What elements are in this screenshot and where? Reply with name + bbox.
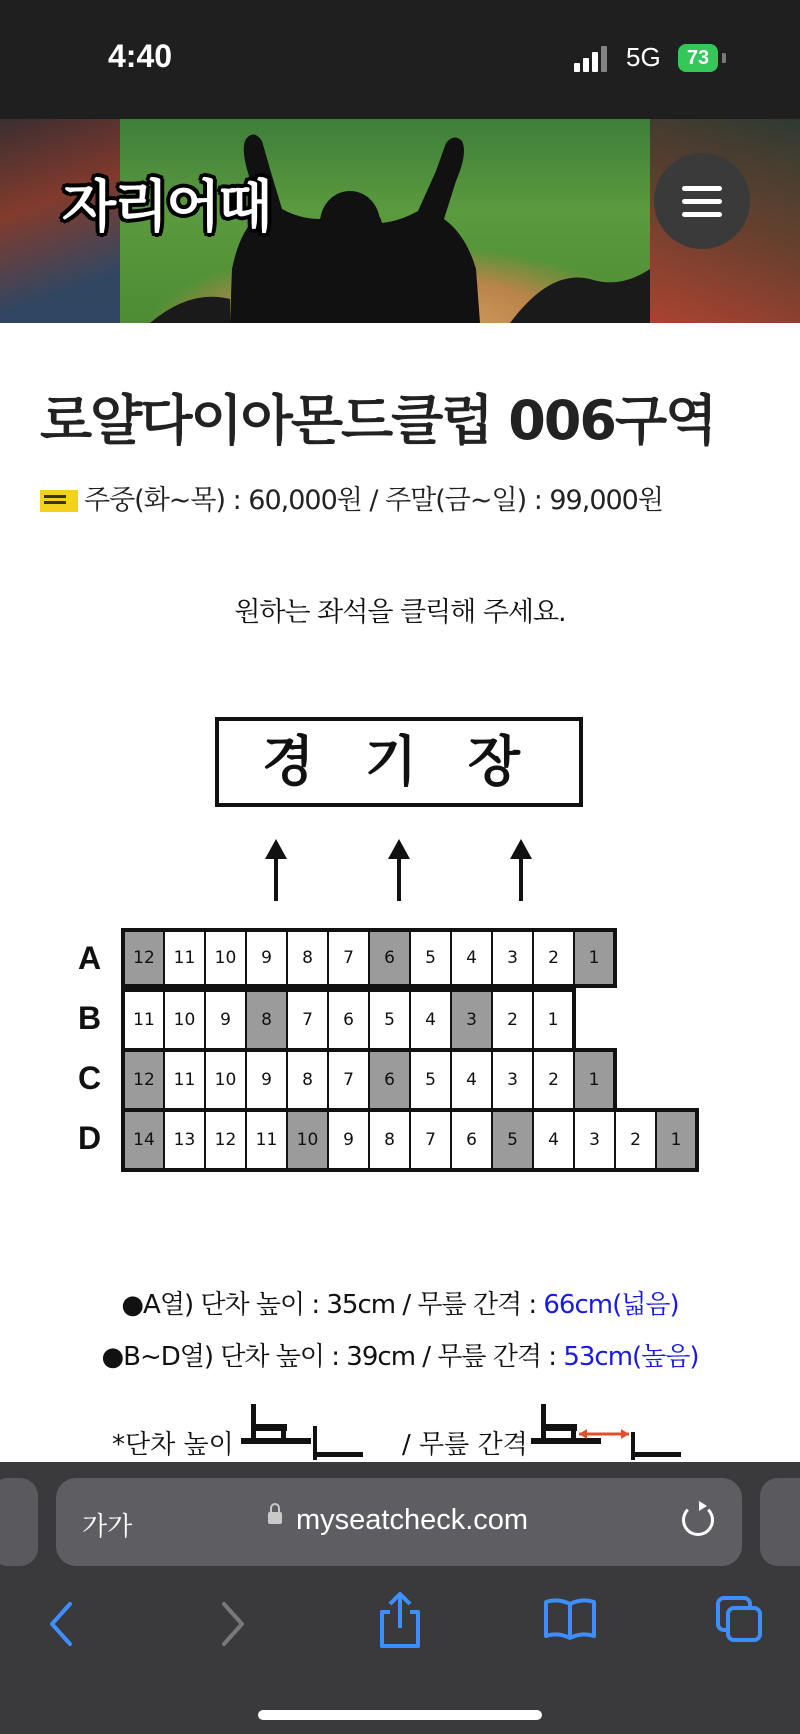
seat-c-3[interactable]: 3: [492, 1050, 533, 1110]
seat-a-4[interactable]: 4: [451, 930, 492, 986]
seat-b-9[interactable]: 9: [205, 990, 246, 1050]
seat-b-3[interactable]: 3: [451, 990, 492, 1050]
seat-b-2[interactable]: 2: [492, 990, 533, 1050]
seat-row: [121, 1108, 699, 1172]
network-type: 5G: [626, 42, 661, 72]
seat-row: [121, 928, 617, 988]
chair-knee-icon: [527, 1398, 697, 1460]
seat-row: [121, 988, 576, 1052]
address-bar[interactable]: [56, 1478, 742, 1566]
battery-nub: [722, 53, 726, 63]
row-a-knee-value: 66cm(넓음): [543, 1290, 679, 1320]
row-bd-info: ●B~D열) 단차 높이 : 39cm / 무릎 간격 : 53cm(높음): [101, 1342, 699, 1372]
row-a-info: ●A열) 단차 높이 : 35cm / 무릎 간격 : 66cm(넓음): [121, 1290, 679, 1320]
seat-b-6[interactable]: 6: [328, 990, 369, 1050]
seat-c-10[interactable]: 10: [205, 1050, 246, 1110]
seat-d-6[interactable]: 6: [451, 1110, 492, 1170]
url-text[interactable]: myseatcheck.com: [296, 1504, 529, 1536]
arrow-up-icon: [397, 843, 401, 901]
lock-icon: [268, 1512, 282, 1524]
browser-nav-bar: [0, 1572, 800, 1734]
seat-b-1[interactable]: 1: [533, 990, 574, 1050]
row-label-d: D: [78, 1120, 102, 1156]
tabs-icon[interactable]: [714, 1594, 764, 1644]
previous-tab-preview[interactable]: [0, 1478, 38, 1566]
seat-c-6[interactable]: 6: [369, 1050, 410, 1110]
page-title: 로얄다이아몬드클럽 006구역: [40, 389, 716, 452]
bookmarks-icon[interactable]: [542, 1596, 598, 1642]
row-label-c: C: [78, 1060, 102, 1096]
menu-icon: [682, 186, 722, 191]
seat-b-10[interactable]: 10: [164, 990, 205, 1050]
diagram-knee-label: / 무릎 간격: [402, 1430, 528, 1460]
seat-a-12[interactable]: 12: [123, 930, 164, 986]
seat-d-14[interactable]: 14: [123, 1110, 164, 1170]
seat-d-9[interactable]: 9: [328, 1110, 369, 1170]
arrow-up-icon: [274, 843, 278, 901]
row-label-b: B: [78, 1000, 102, 1036]
seat-d-3[interactable]: 3: [574, 1110, 615, 1170]
seat-a-9[interactable]: 9: [246, 930, 287, 986]
battery-icon: 73: [678, 44, 718, 72]
seat-c-2[interactable]: 2: [533, 1050, 574, 1110]
seat-c-9[interactable]: 9: [246, 1050, 287, 1110]
chair-step-icon: [237, 1398, 387, 1460]
header-banner: [0, 119, 800, 323]
forward-icon[interactable]: [214, 1598, 250, 1650]
row-label-a: A: [78, 940, 102, 976]
seat-c-1[interactable]: 1: [574, 1050, 615, 1110]
home-indicator: [258, 1710, 542, 1720]
seat-d-1[interactable]: 1: [656, 1110, 697, 1170]
seat-d-13[interactable]: 13: [164, 1110, 205, 1170]
seat-c-12[interactable]: 12: [123, 1050, 164, 1110]
price-text: 주중(화~목) : 60,000원 / 주말(금~일) : 99,000원: [84, 485, 663, 516]
seat-a-7[interactable]: 7: [328, 930, 369, 986]
seat-row: [121, 1048, 617, 1112]
seat-c-7[interactable]: 7: [328, 1050, 369, 1110]
seat-b-5[interactable]: 5: [369, 990, 410, 1050]
seat-d-5[interactable]: 5: [492, 1110, 533, 1170]
row-bd-knee-value: 53cm(높음): [563, 1342, 699, 1372]
seat-a-1[interactable]: 1: [574, 930, 615, 986]
seat-a-5[interactable]: 5: [410, 930, 451, 986]
seat-c-4[interactable]: 4: [451, 1050, 492, 1110]
stage-label: 경 기 장: [215, 717, 583, 807]
arrow-up-icon: [519, 843, 523, 901]
seat-a-11[interactable]: 11: [164, 930, 205, 986]
seat-b-4[interactable]: 4: [410, 990, 451, 1050]
seat-d-8[interactable]: 8: [369, 1110, 410, 1170]
seat-b-11[interactable]: 11: [123, 990, 164, 1050]
seat-diagram: [112, 1394, 712, 1460]
next-tab-preview[interactable]: [760, 1478, 800, 1566]
seat-b-7[interactable]: 7: [287, 990, 328, 1050]
seat-d-2[interactable]: 2: [615, 1110, 656, 1170]
signal-icon: [574, 46, 608, 72]
text-size-button[interactable]: 가가: [82, 1512, 133, 1542]
seat-a-8[interactable]: 8: [287, 930, 328, 986]
seat-d-11[interactable]: 11: [246, 1110, 287, 1170]
seat-c-8[interactable]: 8: [287, 1050, 328, 1110]
seat-a-3[interactable]: 3: [492, 930, 533, 986]
diagram-step-label: *단차 높이: [112, 1430, 234, 1460]
ticket-icon: [40, 490, 78, 512]
seat-d-12[interactable]: 12: [205, 1110, 246, 1170]
reload-icon[interactable]: [682, 1504, 714, 1536]
share-icon[interactable]: [376, 1590, 424, 1650]
seat-b-8[interactable]: 8: [246, 990, 287, 1050]
status-bar: [0, 0, 800, 119]
seat-d-4[interactable]: 4: [533, 1110, 574, 1170]
seat-d-7[interactable]: 7: [410, 1110, 451, 1170]
back-icon[interactable]: [44, 1598, 80, 1650]
seat-c-5[interactable]: 5: [410, 1050, 451, 1110]
seat-a-2[interactable]: 2: [533, 930, 574, 986]
site-logo[interactable]: 자리어때: [62, 175, 271, 240]
clock: 4:40: [108, 38, 173, 74]
seat-a-6[interactable]: 6: [369, 930, 410, 986]
browser-toolbar: [0, 1462, 800, 1572]
seat-d-10[interactable]: 10: [287, 1110, 328, 1170]
menu-button[interactable]: [654, 153, 750, 249]
seat-c-11[interactable]: 11: [164, 1050, 205, 1110]
price-line: [40, 478, 663, 517]
instruction-text: 원하는 좌석을 클릭해 주세요.: [234, 597, 566, 628]
seat-a-10[interactable]: 10: [205, 930, 246, 986]
